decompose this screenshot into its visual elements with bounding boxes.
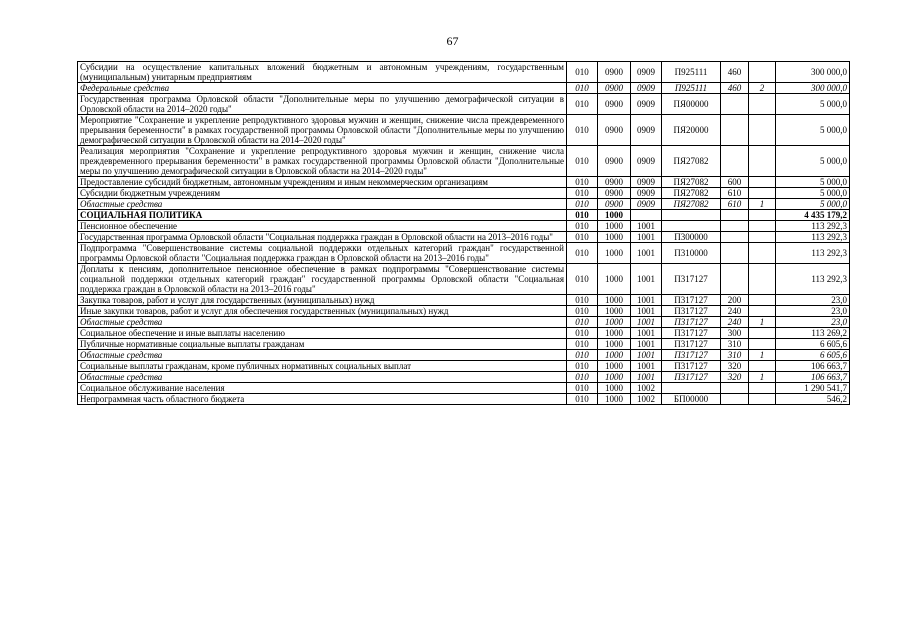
subsection-code: 1001 [631,221,662,232]
expense-type-code [721,243,749,264]
row-name: Социальные выплаты гражданам, кроме публичных нормативных социальных выплат [78,361,567,372]
section-code: 1000 [598,361,631,372]
row-name: Непрограммная часть областного бюджета [78,394,567,405]
target-article-code: ПЯ00000 [662,94,721,115]
ministry-code: 010 [567,188,598,199]
ministry-code: 010 [567,295,598,306]
target-article-code: П925111 [662,62,721,83]
table-row [78,199,850,210]
table-row [78,177,850,188]
amount: 23,0 [776,317,850,328]
section-code: 1000 [598,221,631,232]
table-row [78,295,850,306]
amount: 5 000,0 [776,146,850,177]
row-name: Подпрограмма "Совершенствование системы социальной поддержки отдельных категорий граждан" государственной программы Орловской области "Социальная поддержка граждан в Орловской области на 2013–2016 годы" [78,243,567,264]
expense-type-code [721,115,749,146]
funding-source-code: 2 [749,83,776,94]
amount: 113 269,2 [776,328,850,339]
target-article-code: П317127 [662,317,721,328]
row-name: Предоставление субсидий бюджетным, автономным учреждениям и иным некоммерческим организациям [78,177,567,188]
subsection-code: 0909 [631,94,662,115]
table-row [78,328,850,339]
page-number: 67 [446,34,459,48]
table-row [78,243,850,264]
table-row [78,232,850,243]
amount: 1 290 541,7 [776,383,850,394]
table-row [78,350,850,361]
ministry-code: 010 [567,394,598,405]
target-article-code: П317127 [662,339,721,350]
funding-source-code [749,339,776,350]
ministry-code: 010 [567,83,598,94]
target-article-code: ПЯ27082 [662,146,721,177]
target-article-code: ПЯ27082 [662,177,721,188]
section-code: 1000 [598,350,631,361]
expense-type-code: 460 [721,83,749,94]
ministry-code: 010 [567,221,598,232]
amount: 5 000,0 [776,94,850,115]
funding-source-code [749,394,776,405]
subsection-code [631,210,662,221]
row-name: Субсидии на осуществление капитальных вложений бюджетным и автономным учреждениям, государственным (муниципальным) унитарным предприятиям [78,62,567,83]
ministry-code: 010 [567,350,598,361]
subsection-code: 1001 [631,306,662,317]
ministry-code: 010 [567,177,598,188]
subsection-code: 1001 [631,339,662,350]
funding-source-code: 1 [749,199,776,210]
expense-type-code: 610 [721,199,749,210]
expense-type-code [721,146,749,177]
expense-type-code: 240 [721,306,749,317]
target-article-code [662,383,721,394]
section-code: 1000 [598,243,631,264]
ministry-code: 010 [567,199,598,210]
row-name: Доплаты к пенсиям, дополнительное пенсионное обеспечение в рамках подпрограммы "Совершенствование системы социальной поддержки отдельных категорий граждан" государственной программы Орловской области "Социальная поддержка граждан в Орловской области на 2013–2016 годы" [78,264,567,295]
amount: 6 605,6 [776,350,850,361]
row-name: Публичные нормативные социальные выплаты гражданам [78,339,567,350]
expense-type-code: 600 [721,177,749,188]
amount: 546,2 [776,394,850,405]
target-article-code: П317127 [662,372,721,383]
funding-source-code [749,210,776,221]
section-code: 0900 [598,94,631,115]
ministry-code: 010 [567,264,598,295]
subsection-code: 0909 [631,188,662,199]
funding-source-code [749,243,776,264]
table-row [78,264,850,295]
subsection-code: 1002 [631,383,662,394]
subsection-code: 0909 [631,62,662,83]
amount: 5 000,0 [776,188,850,199]
table-row [78,372,850,383]
amount: 23,0 [776,306,850,317]
row-name: Реализация мероприятия "Сохранение и укрепление репродуктивного здоровья мужчин и женщин, снижение числа преждевременного прерывания беременности" в рамках государственной программы Орловской области "Дополнительные меры по улучшению демографической ситуации в Орловской области на 2014–2020 годы" [78,146,567,177]
row-name: Областные средства [78,372,567,383]
table-row [78,221,850,232]
funding-source-code [749,295,776,306]
subsection-code: 1001 [631,264,662,295]
target-article-code: П317127 [662,264,721,295]
row-name: Федеральные средства [78,83,567,94]
funding-source-code: 1 [749,317,776,328]
expense-type-code [721,94,749,115]
budget-table [77,61,850,405]
row-name: Закупка товаров, работ и услуг для государственных (муниципальных) нужд [78,295,567,306]
row-name: Областные средства [78,317,567,328]
target-article-code: ПЯ27082 [662,188,721,199]
target-article-code: П317127 [662,295,721,306]
funding-source-code [749,328,776,339]
section-code: 1000 [598,295,631,306]
target-article-code: ПЯ20000 [662,115,721,146]
ministry-code: 010 [567,328,598,339]
section-code: 0900 [598,62,631,83]
amount: 300 000,0 [776,83,850,94]
expense-type-code [721,210,749,221]
section-code: 0900 [598,188,631,199]
subsection-code: 0909 [631,83,662,94]
ministry-code: 010 [567,62,598,83]
amount: 6 605,6 [776,339,850,350]
ministry-code: 010 [567,115,598,146]
table-row [78,94,850,115]
expense-type-code: 310 [721,339,749,350]
target-article-code: П317127 [662,350,721,361]
section-code: 1000 [598,210,631,221]
ministry-code: 010 [567,243,598,264]
ministry-code: 010 [567,146,598,177]
subsection-code: 0909 [631,115,662,146]
funding-source-code [749,383,776,394]
target-article-code: П317127 [662,306,721,317]
target-article-code: БП00000 [662,394,721,405]
section-code: 1000 [598,394,631,405]
subsection-code: 1001 [631,295,662,306]
section-code: 1000 [598,372,631,383]
amount: 113 292,3 [776,243,850,264]
ministry-code: 010 [567,372,598,383]
target-article-code: П300000 [662,232,721,243]
row-name: Пенсионное обеспечение [78,221,567,232]
ministry-code: 010 [567,232,598,243]
target-article-code [662,210,721,221]
ministry-code: 010 [567,383,598,394]
target-article-code: П317127 [662,328,721,339]
expense-type-code: 320 [721,372,749,383]
target-article-code: П310000 [662,243,721,264]
subsection-code: 1001 [631,350,662,361]
section-code: 1000 [598,328,631,339]
row-name: Областные средства [78,350,567,361]
row-name: Социальное обслуживание населения [78,383,567,394]
ministry-code: 010 [567,306,598,317]
section-code: 0900 [598,83,631,94]
amount: 5 000,0 [776,115,850,146]
table-row [78,115,850,146]
row-name: Мероприятие "Сохранение и укрепление репродуктивного здоровья мужчин и женщин, снижение числа преждевременного прерывания беременности" в рамках государственной программы Орловской области "Дополнительные меры по улучшению демографической ситуации в Орловской области на 2014–2020 годы" [78,115,567,146]
target-article-code: ПЯ27082 [662,199,721,210]
expense-type-code: 240 [721,317,749,328]
ministry-code: 010 [567,361,598,372]
target-article-code: П925111 [662,83,721,94]
amount: 113 292,3 [776,232,850,243]
row-name: Иные закупки товаров, работ и услуг для обеспечения государственных (муниципальных) нужд [78,306,567,317]
funding-source-code [749,62,776,83]
section-code: 1000 [598,383,631,394]
table-row [78,339,850,350]
table-row [78,62,850,83]
subsection-code: 1001 [631,361,662,372]
amount: 300 000,0 [776,62,850,83]
funding-source-code [749,188,776,199]
amount: 113 292,3 [776,221,850,232]
funding-source-code [749,264,776,295]
subsection-code: 0909 [631,199,662,210]
funding-source-code: 1 [749,372,776,383]
row-name: Областные средства [78,199,567,210]
target-article-code: П317127 [662,361,721,372]
expense-type-code: 310 [721,350,749,361]
amount: 5 000,0 [776,199,850,210]
section-code: 0900 [598,146,631,177]
section-code: 0900 [598,115,631,146]
subsection-code: 1002 [631,394,662,405]
ministry-code: 010 [567,339,598,350]
table-row [78,306,850,317]
amount: 5 000,0 [776,177,850,188]
budget-table-body [78,62,850,405]
row-name: Государственная программа Орловской области "Социальная поддержка граждан в Орловской области на 2013–2016 годы" [78,232,567,243]
section-code: 0900 [598,199,631,210]
subsection-code: 1001 [631,232,662,243]
amount: 106 663,7 [776,372,850,383]
row-name: Социальное обеспечение и иные выплаты населению [78,328,567,339]
table-row [78,188,850,199]
funding-source-code [749,361,776,372]
expense-type-code [721,221,749,232]
funding-source-code [749,94,776,115]
expense-type-code [721,264,749,295]
funding-source-code [749,177,776,188]
expense-type-code [721,232,749,243]
funding-source-code: 1 [749,350,776,361]
target-article-code [662,221,721,232]
expense-type-code: 460 [721,62,749,83]
subsection-code: 1001 [631,372,662,383]
expense-type-code [721,383,749,394]
subsection-code: 0909 [631,177,662,188]
expense-type-code: 300 [721,328,749,339]
expense-type-code [721,394,749,405]
table-row [78,146,850,177]
amount: 4 435 179,2 [776,210,850,221]
subsection-code: 0909 [631,146,662,177]
expense-type-code: 320 [721,361,749,372]
amount: 113 292,3 [776,264,850,295]
amount: 23,0 [776,295,850,306]
table-row [78,394,850,405]
ministry-code: 010 [567,317,598,328]
section-code: 1000 [598,232,631,243]
expense-type-code: 200 [721,295,749,306]
funding-source-code [749,146,776,177]
subsection-code: 1001 [631,328,662,339]
table-row [78,361,850,372]
row-name: СОЦИАЛЬНАЯ ПОЛИТИКА [78,210,567,221]
expense-type-code: 610 [721,188,749,199]
amount: 106 663,7 [776,361,850,372]
table-row [78,210,850,221]
ministry-code: 010 [567,210,598,221]
section-code: 1000 [598,317,631,328]
funding-source-code [749,221,776,232]
row-name: Государственная программа Орловской области "Дополнительные меры по улучшению демографической ситуации в Орловской области на 2014–2020 годы" [78,94,567,115]
section-code: 0900 [598,177,631,188]
subsection-code: 1001 [631,317,662,328]
ministry-code: 010 [567,94,598,115]
row-name: Субсидии бюджетным учреждениям [78,188,567,199]
section-code: 1000 [598,264,631,295]
section-code: 1000 [598,306,631,317]
funding-source-code [749,232,776,243]
table-row [78,383,850,394]
funding-source-code [749,115,776,146]
section-code: 1000 [598,339,631,350]
funding-source-code [749,306,776,317]
table-row [78,83,850,94]
table-row [78,317,850,328]
subsection-code: 1001 [631,243,662,264]
